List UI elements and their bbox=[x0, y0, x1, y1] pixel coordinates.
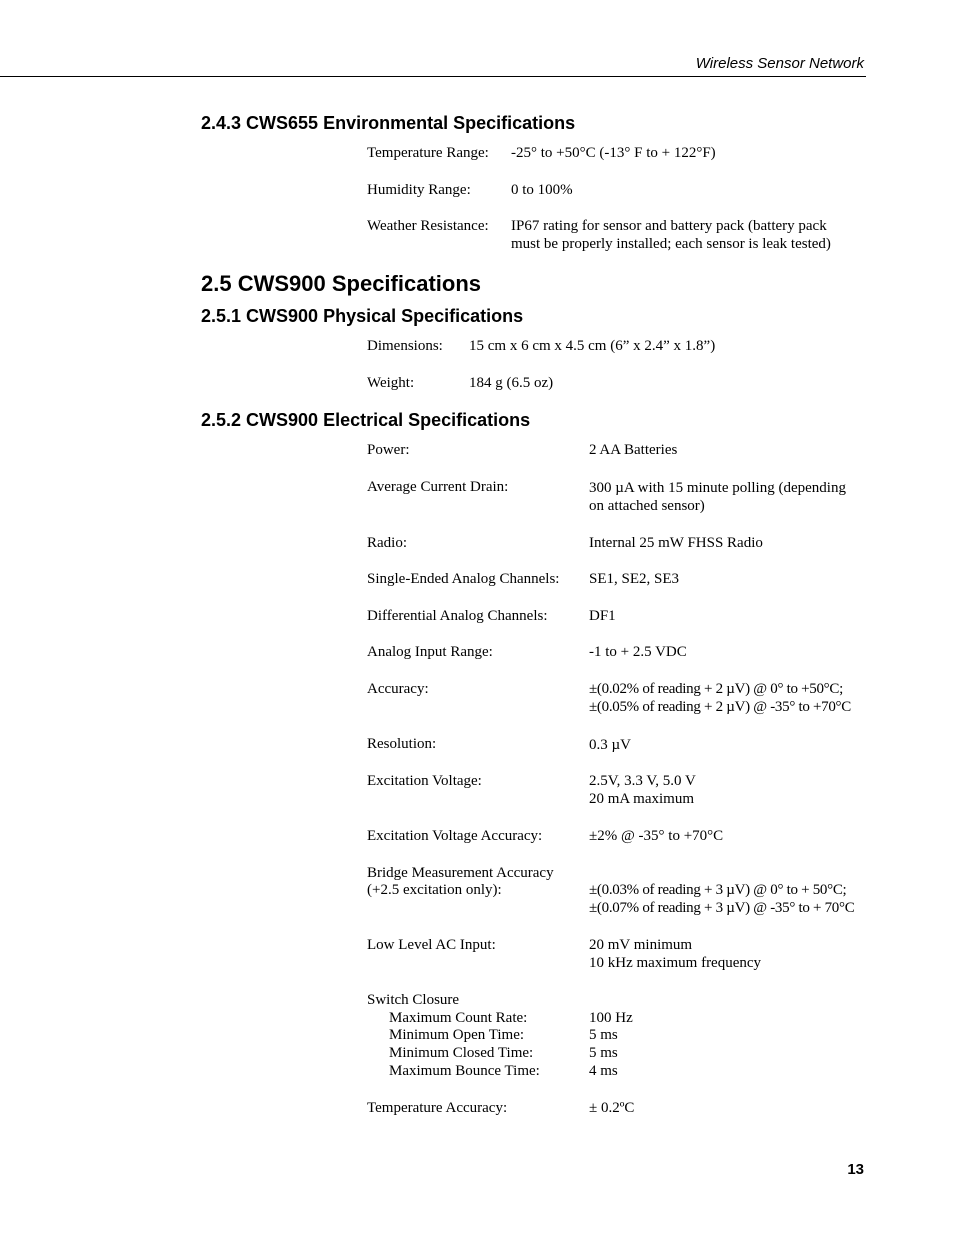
spec-value: must be properly installed; each sensor is leak tested) bbox=[511, 236, 831, 252]
header-rule bbox=[0, 76, 866, 77]
spec-value: ± 0.2ºC bbox=[589, 1100, 635, 1116]
spec-value: 10 kHz maximum frequency bbox=[589, 955, 762, 971]
spec-value: DF1 bbox=[589, 608, 616, 624]
spec-value: 0 to 100% bbox=[511, 182, 573, 198]
spec-label: Dimensions: bbox=[367, 338, 443, 354]
spec-value: IP67 rating for sensor and battery pack (battery pack bbox=[511, 218, 827, 234]
spec-label: Minimum Closed Time: bbox=[389, 1045, 534, 1061]
spec-value: 184 g (6.5 oz) bbox=[469, 375, 554, 391]
spec-label: Single-Ended Analog Channels: bbox=[367, 571, 560, 587]
spec-value: ±(0.03% of reading + 3 µV) @ 0° to + 50°C; bbox=[589, 882, 847, 898]
spec-value: on attached sensor) bbox=[589, 498, 705, 514]
spec-label: Average Current Drain: bbox=[367, 479, 509, 495]
spec-label: Temperature Range: bbox=[367, 145, 489, 161]
spec-value: 5 ms bbox=[589, 1045, 618, 1061]
spec-value: SE1, SE2, SE3 bbox=[589, 571, 680, 587]
spec-value: Internal 25 mW FHSS Radio bbox=[589, 535, 763, 551]
spec-label: Maximum Bounce Time: bbox=[389, 1063, 540, 1079]
spec-value: 2.5V, 3.3 V, 5.0 V bbox=[589, 773, 696, 789]
spec-value: 20 mV minimum bbox=[589, 937, 693, 953]
spec-label: Radio: bbox=[367, 535, 407, 551]
spec-label: Accuracy: bbox=[367, 681, 429, 697]
spec-value: 0.3 µV bbox=[589, 737, 631, 753]
spec-label: Minimum Open Time: bbox=[389, 1027, 525, 1043]
page-number: 13 bbox=[847, 1161, 864, 1178]
spec-value: 2 AA Batteries bbox=[589, 442, 678, 458]
section-heading-2-4-3: 2.4.3 CWS655 Environmental Specifications bbox=[201, 113, 576, 133]
spec-label: Bridge Measurement Accuracy bbox=[367, 865, 554, 881]
spec-value: -25° to +50°C (-13° F to + 122°F) bbox=[511, 145, 716, 161]
spec-label: Maximum Count Rate: bbox=[389, 1010, 528, 1026]
spec-label: Weight: bbox=[367, 375, 415, 391]
spec-label: Low Level AC Input: bbox=[367, 937, 496, 953]
spec-label: Resolution: bbox=[367, 736, 437, 752]
spec-value: ±(0.02% of reading + 2 µV) @ 0° to +50°C; bbox=[589, 681, 843, 697]
spec-label: Differential Analog Channels: bbox=[367, 608, 548, 624]
spec-label: Temperature Accuracy: bbox=[367, 1100, 508, 1116]
spec-label: Weather Resistance: bbox=[367, 218, 489, 234]
section-heading-2-5: 2.5 CWS900 Specifications bbox=[201, 271, 481, 296]
spec-value: 15 cm x 6 cm x 4.5 cm (6” x 2.4” x 1.8”) bbox=[469, 338, 716, 354]
spec-value: ±2% @ -35° to +70°C bbox=[589, 828, 724, 844]
section-heading-2-5-2: 2.5.2 CWS900 Electrical Specifications bbox=[201, 410, 531, 430]
running-header: Wireless Sensor Network bbox=[695, 55, 864, 72]
spec-value: ±(0.05% of reading + 2 µV) @ -35° to +70°C bbox=[589, 699, 851, 715]
spec-value: 100 Hz bbox=[589, 1010, 633, 1026]
spec-label: (+2.5 excitation only): bbox=[367, 882, 502, 898]
spec-value: 4 ms bbox=[589, 1063, 618, 1079]
spec-label: Power: bbox=[367, 442, 410, 458]
spec-label: Analog Input Range: bbox=[367, 644, 493, 660]
spec-value: ±(0.07% of reading + 3 µV) @ -35° to + 70°C bbox=[589, 900, 855, 916]
spec-value: -1 to + 2.5 VDC bbox=[589, 644, 687, 660]
spec-label: Excitation Voltage: bbox=[367, 773, 482, 789]
spec-value: 300 µA with 15 minute polling (depending bbox=[589, 480, 846, 496]
spec-label: Humidity Range: bbox=[367, 182, 471, 198]
spec-label: Excitation Voltage Accuracy: bbox=[367, 828, 543, 844]
spec-value: 5 ms bbox=[589, 1027, 618, 1043]
spec-label: Switch Closure bbox=[367, 992, 460, 1008]
section-heading-2-5-1: 2.5.1 CWS900 Physical Specifications bbox=[201, 306, 524, 326]
spec-value: 20 mA maximum bbox=[589, 791, 694, 807]
